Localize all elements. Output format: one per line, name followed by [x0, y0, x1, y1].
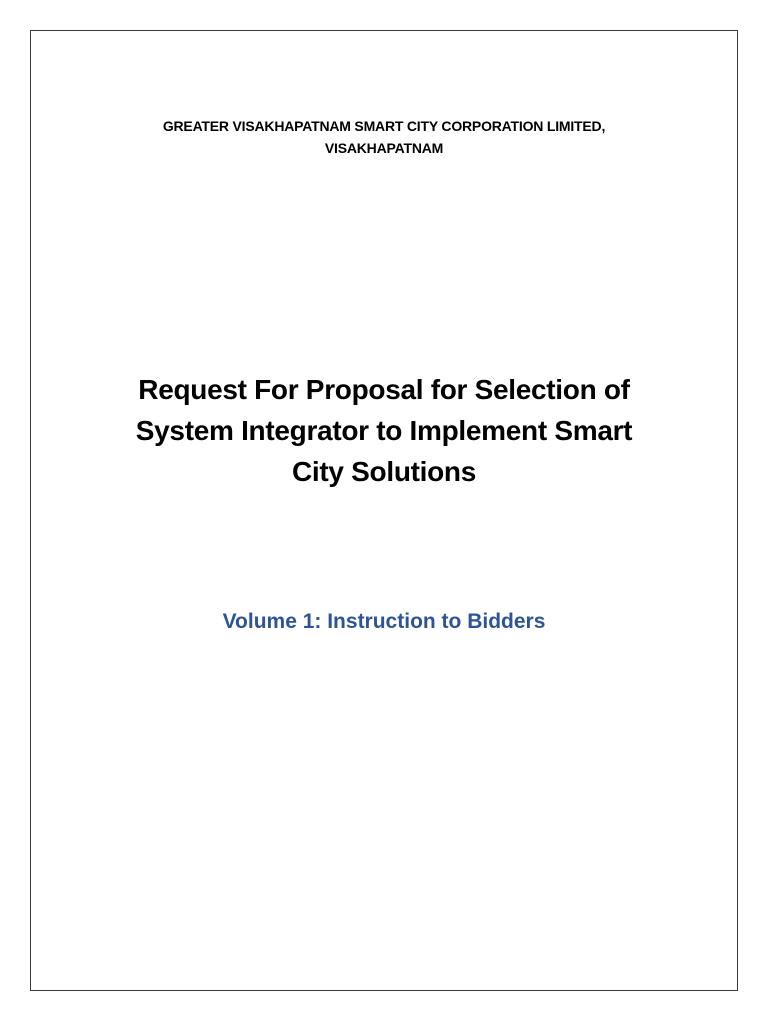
document-title	[31, 369, 737, 492]
organization-line-1: GREATER VISAKHAPATNAM SMART CITY CORPORATION LIMITED,	[162, 118, 606, 134]
title-line-1: Request For Proposal for Selection of	[138, 374, 630, 405]
document-page	[30, 30, 738, 991]
title-line-3: City Solutions	[291, 456, 477, 487]
organization-line-2: VISAKHAPATNAM	[324, 140, 444, 156]
volume-subtitle: Volume 1: Instruction to Bidders	[222, 610, 546, 633]
title-line-2: System Integrator to Implement Smart	[135, 415, 633, 446]
organization-heading	[31, 115, 737, 159]
